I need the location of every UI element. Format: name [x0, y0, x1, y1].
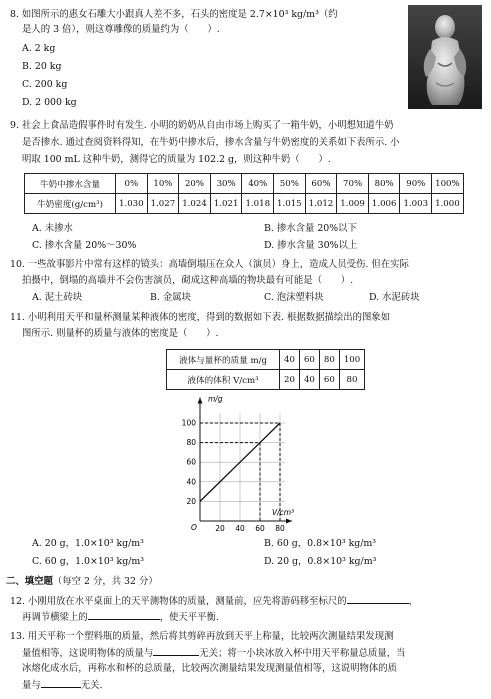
- origin-label: O: [191, 523, 197, 532]
- section-heading: [6, 575, 158, 590]
- q13-text-b: 无关；将一小块冰放入杯中用天平称量总质量，当: [199, 648, 406, 659]
- x-axis-arrow: [286, 519, 292, 524]
- q12-blank-2[interactable]: [88, 610, 160, 620]
- q13-line3: 冰熔化成水后，再称水和杯的总质量，比较两次测量结果发现测量值相等，这说明物体的质: [22, 663, 398, 674]
- q9-cell: 100%: [432, 174, 464, 194]
- q11-row1-header: 液体与量杯的质量 m/g: [167, 350, 280, 370]
- q13-text-c: 量与: [22, 680, 41, 691]
- q11-line2: 图所示. 则量杯的质量与液体的密度是（ ）.: [22, 328, 219, 339]
- q9-cell: 90%: [400, 174, 432, 194]
- q11-line1: 11. 小明利用天平和量杯测量某种液体的密度，得到的数据如下表. 根据数据描绘出的图象如: [10, 312, 391, 323]
- q13-text-d: 无关.: [80, 680, 103, 691]
- q10-option-a: A. 泥土砖块: [32, 292, 83, 303]
- q13-line1: 13. 用天平称一个塑料瓶的质量，然后将其剪碎再放到天平上称量，比较两次测量结果发现测: [10, 631, 394, 642]
- q12-line1: [10, 594, 418, 610]
- q10-option-b: B. 金属块: [150, 292, 191, 303]
- q10-option-c: C. 泡沫塑料块: [264, 292, 324, 303]
- q11-cell: 40: [280, 350, 300, 370]
- q9-cell: 1.000: [432, 194, 464, 214]
- q12-text-b: ，: [408, 596, 419, 607]
- q8-option-c: C. 200 kg: [22, 79, 68, 90]
- q11-option-a: A. 20 g，1.0×10³ kg/m³: [32, 538, 144, 549]
- q9-cell: 1.009: [337, 194, 369, 214]
- q11-option-d: D. 20 g，0.8×10³ kg/m³: [264, 556, 377, 567]
- q11-cell: 80: [339, 370, 364, 390]
- x-tick-label: 40: [235, 524, 245, 533]
- q9-line1: 9. 社会上食品造假事件时有发生. 小明的奶奶从自由市场上购买了一箱牛奶，小明想知道牛奶: [10, 120, 394, 131]
- q13-blank-1[interactable]: [153, 646, 199, 656]
- q10-option-d: D. 水泥砖块: [369, 292, 420, 303]
- section-title: 二、填空题: [6, 576, 53, 587]
- q10-line1: 10. 一些故事影片中常有这样的镜头：高墙倒塌压在众人（演员）身上，造成人员受伤. 但在实际: [10, 259, 409, 270]
- x-tick-label: 80: [275, 524, 285, 533]
- q13-blank-2[interactable]: [41, 678, 81, 688]
- x-tick-label: 60: [255, 524, 265, 533]
- q11-table-row-mass: [167, 350, 365, 370]
- q11-cell: 60: [319, 370, 339, 390]
- statue-photo: [408, 5, 482, 109]
- q9-option-a: A. 未掺水: [32, 223, 73, 234]
- q8-option-a: A. 2 kg: [22, 43, 56, 54]
- x-tick-label: 20: [215, 524, 225, 533]
- q9-option-c: C. 掺水含量 20%～30%: [32, 240, 137, 251]
- q9-cell: 70%: [337, 174, 369, 194]
- q11-table: [166, 349, 365, 390]
- q12-text-d: ，使天平平衡.: [159, 612, 219, 623]
- q9-table-row-content: [25, 174, 464, 194]
- q9-option-b: B. 掺水含量 20%以下: [264, 223, 357, 234]
- x-axis-label: V/cm³: [272, 508, 295, 517]
- q9-cell: 50%: [274, 174, 306, 194]
- q9-cell: 1.006: [368, 194, 400, 214]
- q9-cell: 80%: [368, 174, 400, 194]
- y-axis-label: m/g: [208, 395, 223, 404]
- q11-cell: 60: [299, 350, 319, 370]
- q9-cell: 1.012: [305, 194, 337, 214]
- q8-option-b: B. 20 kg: [22, 61, 62, 72]
- y-tick-label: 80: [186, 438, 196, 448]
- y-tick-label: 100: [181, 418, 196, 428]
- q13-line4: [22, 678, 103, 694]
- q9-cell: 60%: [305, 174, 337, 194]
- q8-option-d: D. 2 000 kg: [22, 97, 77, 108]
- q9-cell: 1.018: [242, 194, 274, 214]
- q9-cell: 20%: [179, 174, 211, 194]
- q9-cell: 30%: [210, 174, 242, 194]
- y-tick-label: 60: [186, 457, 196, 467]
- q11-option-b: B. 60 g，0.8×10³ kg/m³: [264, 538, 377, 549]
- q9-cell: 10%: [147, 174, 179, 194]
- q11-cell: 40: [299, 370, 319, 390]
- q9-cell: 1.015: [274, 194, 306, 214]
- q9-cell: 1.027: [147, 194, 179, 214]
- q11-table-row-volume: [167, 370, 365, 390]
- q9-cell: 1.024: [179, 194, 211, 214]
- y-axis-arrow: [198, 398, 203, 404]
- q9-table-row-density: [25, 194, 464, 214]
- y-tick-label: 20: [186, 496, 196, 506]
- q9-table: [24, 173, 464, 214]
- y-tick-label: 40: [186, 477, 196, 487]
- q9-cell: 40%: [242, 174, 274, 194]
- q13-line2: [22, 646, 406, 662]
- q9-row1-header: 牛奶中掺水含量: [25, 174, 116, 194]
- q9-row2-header: 牛奶密度(g/cm³): [25, 194, 116, 214]
- q11-cell: 20: [280, 370, 300, 390]
- q11-option-c: C. 60 g，1.0×10³ kg/m³: [32, 556, 145, 567]
- q13-text-a: 量值相等，这说明物体的质量与: [22, 648, 154, 659]
- q12-blank-1[interactable]: [347, 594, 409, 604]
- q12-text-c: 再调节横梁上的: [22, 612, 88, 623]
- q11-cell: 80: [319, 350, 339, 370]
- q11-cell: 100: [339, 350, 364, 370]
- q9-cell: 1.030: [116, 194, 148, 214]
- q9-line3: 明取 100 mL 这种牛奶，测得它的质量为 102.2 g，则这种牛奶（ ）.: [22, 154, 331, 165]
- q11-row2-header: 液体的体积 V/cm³: [167, 370, 280, 390]
- q9-cell: 1.003: [400, 194, 432, 214]
- q9-cell: 0%: [116, 174, 148, 194]
- q9-option-d: D. 掺水含量 30%以上: [264, 240, 358, 251]
- q12-line2: [22, 610, 219, 626]
- section-note: （每空 2 分，共 32 分）: [52, 576, 158, 587]
- q8-line1: 8. 如图所示的惠女石雕大小跟真人差不多，石头的密度是 2.7×10³ kg/m³（约: [10, 9, 338, 20]
- mass-volume-graph: [160, 395, 340, 535]
- q10-line2: 拍摄中，倒塌的高墙并不会伤害演员，砌成这种高墙的物块最有可能是（ ）.: [22, 275, 354, 286]
- q9-cell: 1.021: [210, 194, 242, 214]
- q8-line2: 是人的 3 倍），则这尊雕像的质量约为（ ）.: [22, 24, 220, 35]
- q12-text-a: 12. 小刚用放在水平桌面上的天平测物体的质量，测量前，应先将游码移至标尺的: [10, 596, 347, 607]
- q9-line2: 是否掺水. 通过查阅资料得知，在牛奶中掺水后，掺水含量与牛奶密度的关系如下表所示. 小: [22, 137, 400, 148]
